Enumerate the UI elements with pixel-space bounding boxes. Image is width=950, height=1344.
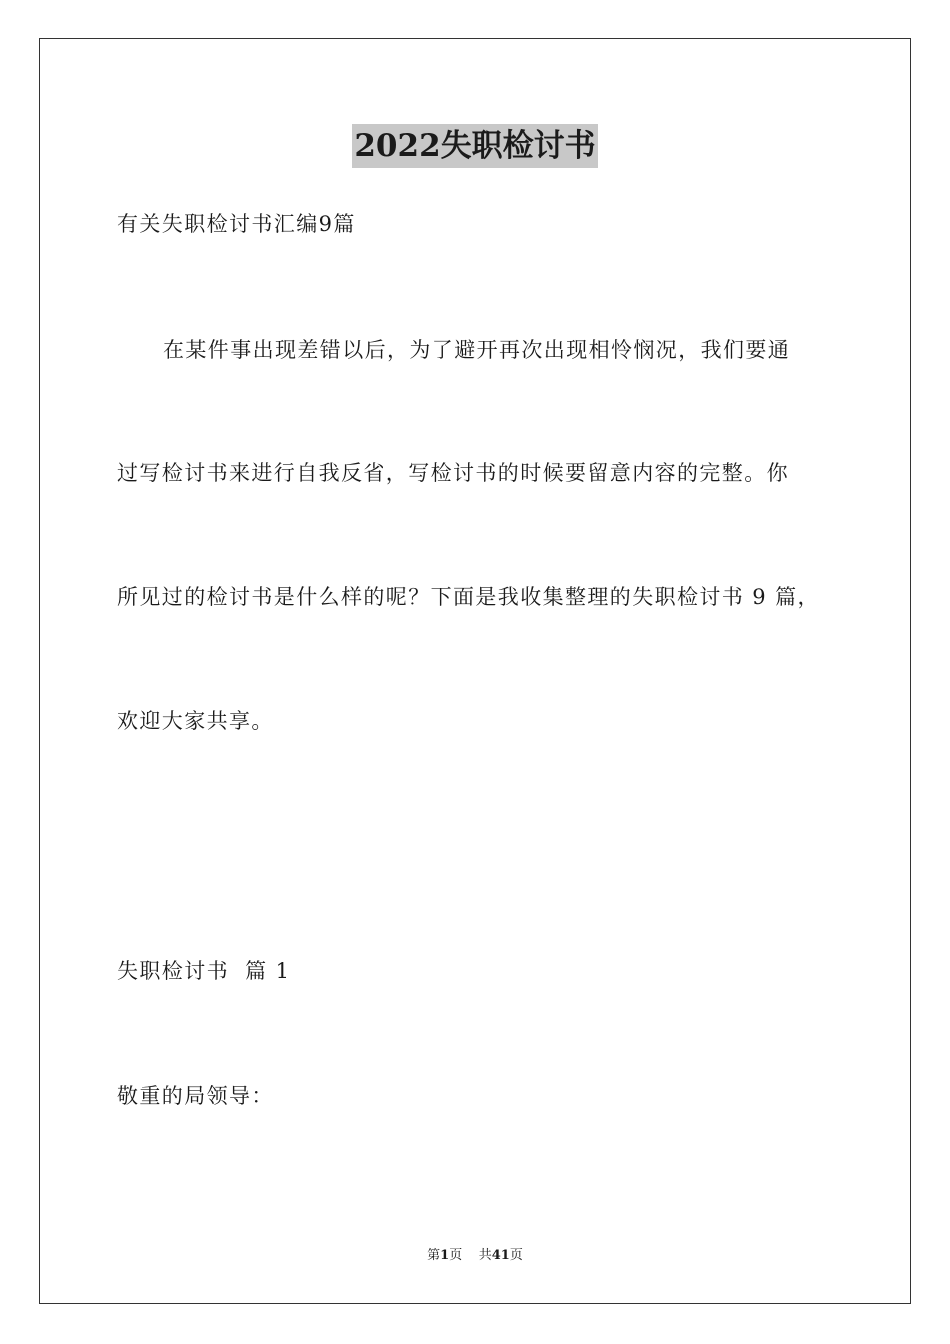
page-footer [0,1247,950,1265]
footer-page-prefix: 第 [427,1248,441,1263]
intro-line-4: 欢迎大家共享。 [117,709,274,733]
salutation: 敬重的局领导： [117,1084,274,1108]
footer-page-mid: 页 共 [449,1248,492,1263]
intro-line-3: 所见过的检讨书是什么样的呢？下面是我收集整理的失职检讨书 9 篇， [117,585,820,609]
footer-total-pages: 41 [491,1248,510,1263]
title-container [0,124,950,168]
intro-line-2: 过写检讨书来进行自我反省，写检讨书的时候要留意内容的完整。你 [117,461,789,485]
intro-line-1: 在某件事出现差错以后，为了避开再次出现相怜悯况，我们要通 [163,338,791,362]
section-heading: 失职检讨书 篇 1 [117,959,291,983]
document-subtitle: 有关失职检讨书汇编9篇 [117,212,356,236]
document-title: 2022失职检讨书 [352,124,597,168]
footer-page-number: 1 [440,1248,450,1263]
footer-page-suffix: 页 [509,1248,523,1263]
